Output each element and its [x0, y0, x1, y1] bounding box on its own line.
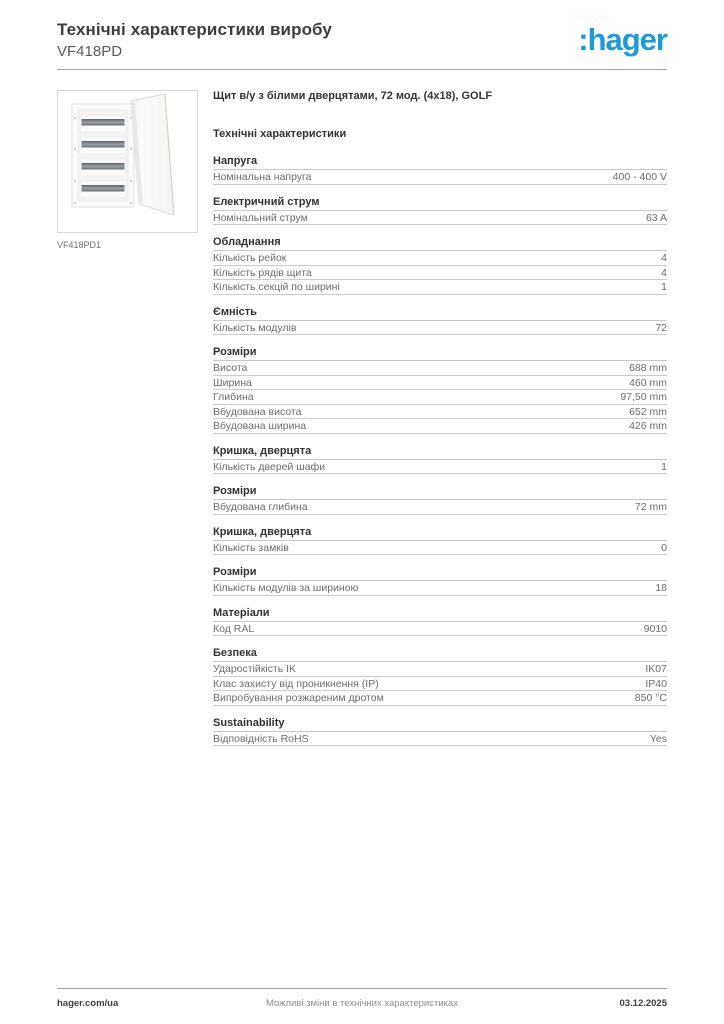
enclosure-illustration: [58, 91, 197, 232]
main-content: [57, 90, 667, 746]
spec-label: Кількість рядів щита: [213, 266, 312, 279]
spec-column: [213, 90, 667, 746]
spec-section: [213, 485, 667, 515]
footer-date: 03.12.2025: [619, 998, 667, 1009]
spec-section: [213, 236, 667, 295]
spec-label: Глибина: [213, 391, 254, 403]
spec-section: [213, 647, 667, 706]
spec-label: Кількість модулів за шириною: [213, 582, 359, 594]
spec-section-title: Матеріали: [213, 607, 667, 622]
spec-section: [213, 155, 667, 185]
spec-section-title: Безпека: [213, 647, 667, 662]
spec-label: Кількість рейок: [213, 252, 287, 264]
spec-row: [213, 376, 667, 391]
spec-section-title: Напруга: [213, 155, 667, 170]
spec-row: [213, 405, 667, 420]
spec-row: [213, 662, 667, 677]
spec-section: [213, 445, 667, 475]
spec-row: [213, 211, 667, 226]
spec-label: Кількість модулів: [213, 321, 297, 334]
spec-section-title: Ємність: [213, 306, 667, 321]
spec-row: [213, 677, 667, 692]
header-text-block: [57, 20, 332, 60]
page-title: Технічні характеристики виробу: [57, 20, 332, 39]
product-image-column: [57, 90, 198, 746]
spec-row: [213, 280, 667, 295]
spec-value: 652 mm: [629, 405, 667, 418]
spec-label: Вбудована глибина: [213, 501, 308, 513]
spec-value: 18: [655, 582, 667, 594]
spec-row: [213, 419, 667, 434]
spec-value: 4: [661, 266, 667, 279]
spec-value: IP40: [645, 677, 667, 690]
spec-value: 400 - 400 V: [612, 171, 667, 183]
spec-row: [213, 266, 667, 281]
spec-section: [213, 526, 667, 556]
spec-section: [213, 607, 667, 637]
spec-section: [213, 717, 667, 747]
spec-value: Yes: [649, 732, 667, 745]
hager-logo: :hager: [578, 22, 667, 57]
footer-website-link[interactable]: hager.com/ua: [57, 998, 119, 1009]
spec-heading: Технічні характеристики: [213, 128, 347, 140]
spec-value: 72: [655, 321, 667, 334]
image-caption: VF418PD1: [57, 240, 102, 250]
spec-value: 0: [661, 541, 667, 554]
spec-section: [213, 196, 667, 226]
spec-row: [213, 622, 667, 637]
spec-section-title: Розміри: [213, 346, 667, 361]
spec-value: 460 mm: [629, 376, 667, 389]
spec-label: Вбудована ширина: [213, 420, 307, 432]
spec-label: Код RAL: [213, 622, 255, 635]
spec-label: Номінальний струм: [213, 211, 308, 224]
spec-section-title: Кришка, дверцята: [213, 526, 667, 541]
spec-section: [213, 566, 667, 596]
header-divider: [57, 69, 667, 70]
spec-row: [213, 361, 667, 376]
spec-row: [213, 170, 667, 185]
spec-section: [213, 346, 667, 434]
spec-value: 72 mm: [634, 501, 667, 513]
page-footer: [57, 988, 667, 1009]
spec-section-title: Кришка, дверцята: [213, 445, 667, 460]
spec-section-title: Розміри: [213, 566, 667, 581]
spec-value: 426 mm: [629, 420, 667, 432]
spec-row: [213, 460, 667, 475]
spec-value: 1: [661, 281, 667, 293]
spec-label: Клас захисту від проникнення (IP): [213, 677, 379, 690]
spec-row: [213, 541, 667, 556]
spec-label: Висота: [213, 362, 248, 374]
footer-disclaimer: Можливі зміни в технічних характеристиках: [265, 998, 459, 1009]
product-code: VF418PD: [57, 43, 123, 60]
page-header: [57, 20, 667, 60]
product-title: Щит в/у з білими дверцятами, 72 мод. (4x18), GOLF: [213, 90, 493, 102]
spec-value: IK07: [645, 663, 667, 675]
spec-row: [213, 500, 667, 515]
spec-label: Кількість секцій по ширині: [213, 281, 340, 293]
spec-section: [213, 306, 667, 336]
spec-row: [213, 390, 667, 405]
spec-label: Кількість дверей шафи: [213, 460, 326, 473]
spec-value: 850 °C: [634, 692, 667, 704]
spec-label: Номінальна напруга: [213, 171, 312, 183]
spec-row: [213, 251, 667, 266]
spec-value: 688 mm: [629, 362, 667, 374]
spec-row: [213, 581, 667, 596]
spec-section-title: Sustainability: [213, 717, 667, 732]
spec-section-title: Розміри: [213, 485, 667, 500]
spec-value: 9010: [643, 622, 667, 635]
spec-section-title: Електричний струм: [213, 196, 667, 211]
product-photo: [57, 90, 198, 233]
spec-label: Випробування розжареним дротом: [213, 692, 384, 704]
spec-section-title: Обладнання: [213, 236, 667, 251]
spec-value: 1: [661, 460, 667, 473]
spec-value: 97,50 mm: [620, 391, 667, 403]
spec-label: Вбудована висота: [213, 405, 302, 418]
spec-row: [213, 321, 667, 336]
spec-label: Відповідність RoHS: [213, 732, 309, 745]
spec-label: Ширина: [213, 376, 252, 389]
spec-value: 63 A: [645, 211, 667, 224]
spec-label: Кількість замків: [213, 541, 289, 554]
spec-row: [213, 732, 667, 747]
spec-row: [213, 691, 667, 706]
spec-table: [213, 155, 667, 746]
spec-label: Ударостійкість IK: [213, 663, 297, 675]
spec-value: 4: [661, 252, 667, 264]
